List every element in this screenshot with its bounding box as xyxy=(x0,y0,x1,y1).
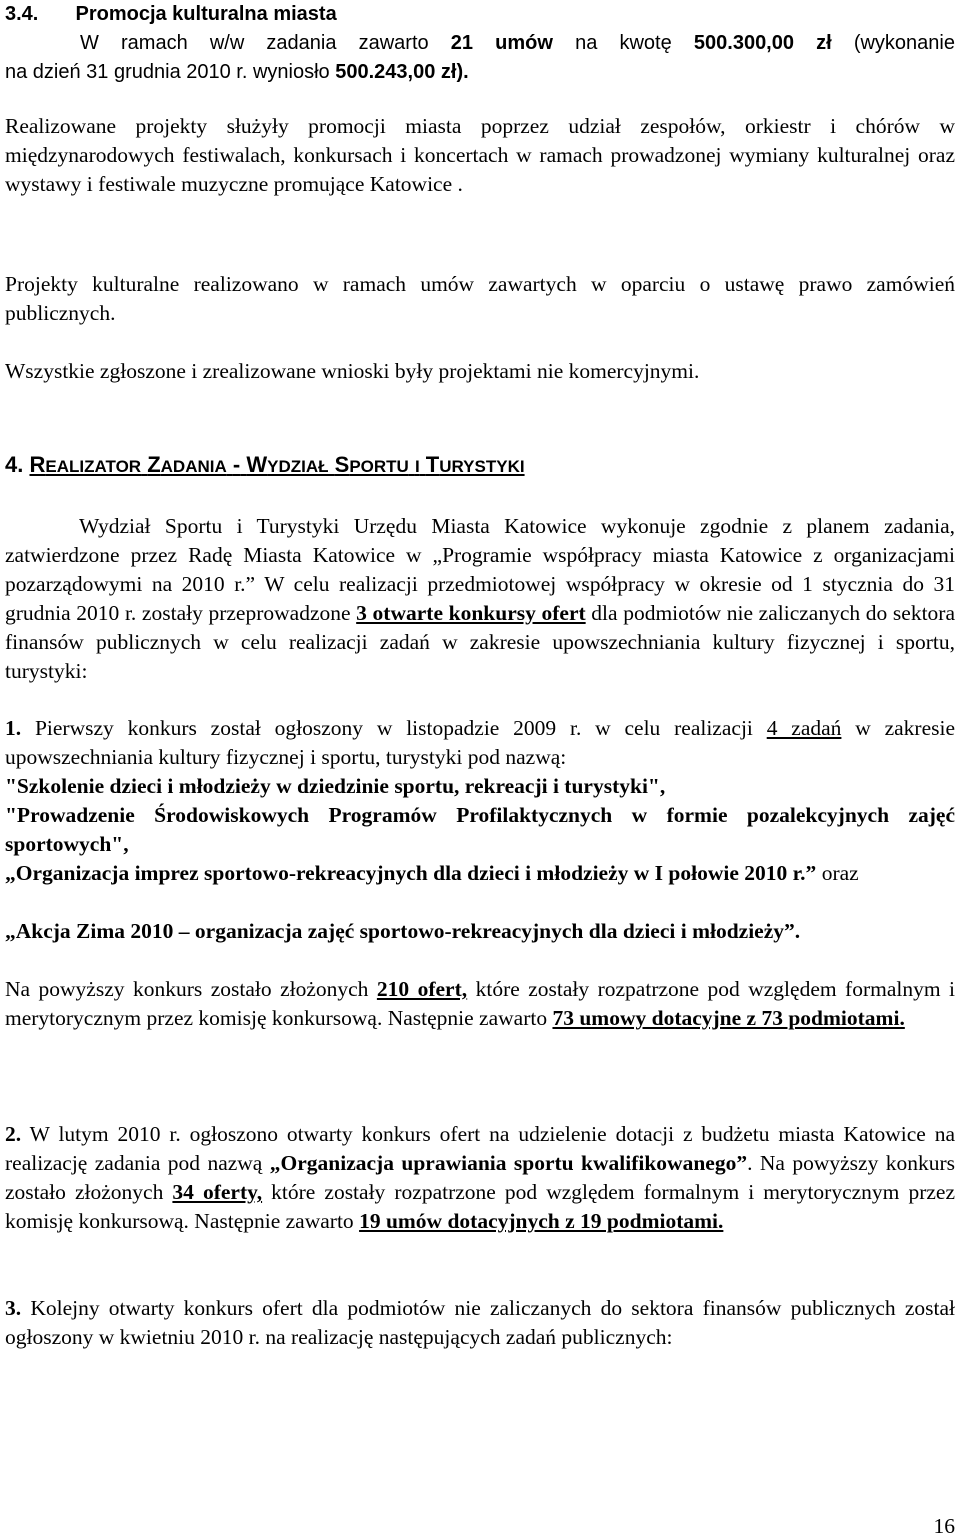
item-number: 3. xyxy=(5,1296,22,1320)
executed-amount: 500.243,00 zł). xyxy=(335,61,469,83)
task-4 xyxy=(5,917,955,946)
text: które zostały rozpatrzone pod względem formalnym i merytorycznym przez komisję konkursową. Następnie zawarto xyxy=(5,1180,956,1233)
item-number: 1. xyxy=(5,716,22,740)
contract-amount: 500.300,00 zł xyxy=(693,32,832,54)
offers-count: 210 ofert, xyxy=(376,977,468,1001)
section4-intro xyxy=(5,512,955,686)
text: które zostały rozpatrzone pod względem formalnym i merytorycznym przez komisję konkursową. Następnie zawarto xyxy=(5,977,956,1030)
item-1-result xyxy=(5,975,955,1033)
task-name: "Prowadzenie Środowiskowych Programów Profilaktycznych w formie pozalekcyjnych zajęć sportowych", xyxy=(5,803,955,856)
tasks-count: 4 zadań xyxy=(766,716,842,740)
agreements-count: 19 umów dotacyjnych z 19 podmiotami. xyxy=(359,1209,724,1233)
text: na kwotę xyxy=(575,32,672,54)
section-number: 3.4. xyxy=(5,3,39,25)
item-1 xyxy=(5,714,955,772)
procurement-paragraph: Projekty kulturalne realizowano w ramach umów zawartych w oparciu o ustawę prawo zamówień publicznych. xyxy=(5,272,955,325)
item-2 xyxy=(5,1120,955,1236)
noncommercial-paragraph: Wszystkie zgłoszone i zrealizowane wnioski były projektami nie komercyjnymi. xyxy=(5,359,700,383)
text: . Na powyższy konkurs zostało złożonych xyxy=(5,1151,956,1204)
task-name: "Szkolenie dzieci i młodzieży w dziedzinie sportu, rekreacji i turystyki", xyxy=(5,774,666,798)
section-heading-3-4 xyxy=(5,0,955,29)
text: (wykonanie xyxy=(853,32,955,54)
title-letter: R xyxy=(29,452,46,477)
text: W ramach w/w zadania zawarto xyxy=(80,32,429,54)
task-1 xyxy=(5,772,955,801)
title-dash: - xyxy=(232,452,241,477)
title-rest: YDZIAŁ xyxy=(267,457,329,476)
section-heading-4 xyxy=(5,450,955,481)
task-3 xyxy=(5,859,955,888)
item-number: 2. xyxy=(5,1122,22,1146)
title-letter: S xyxy=(334,452,350,477)
title-rest: EALIZATOR xyxy=(45,457,142,476)
section-title: Promocja kulturalna miasta xyxy=(75,3,337,25)
title-letter: W xyxy=(246,452,268,477)
text: w zakresie upowszechniania kultury fizycznej i sportu, turystyki pod nazwą: xyxy=(5,716,956,769)
agreements-count: 73 umowy dotacyjne z 73 podmiotami. xyxy=(552,1006,905,1030)
section-number: 4. xyxy=(5,452,24,477)
task-name: „Organizacja uprawiania sportu kwalifikowanego” xyxy=(269,1151,748,1175)
page-number: 16 xyxy=(933,1514,955,1538)
task-2 xyxy=(5,801,955,859)
text: W lutym 2010 r. ogłoszono otwarty konkurs ofert na udzielenie dotacji z budżetu miasta Katowice na realizację zadania pod nazwą xyxy=(5,1122,955,1175)
projects-paragraph: Realizowane projekty służyły promocji miasta poprzez udział zespołów, orkiestr i chórów w międzynarodowych festiwalach, konkursach i koncertach w ramach prowadzonej wymiany kulturalnej oraz wystawy i festiwale muzyczne promujące Katowice . xyxy=(5,114,955,196)
contract-summary xyxy=(80,29,955,58)
title-letter: Z xyxy=(147,452,161,477)
text: Pierwszy konkurs został ogłoszony w listopadzie 2009 r. w celu realizacji xyxy=(34,716,753,740)
contracts-count: 21 umów xyxy=(450,32,553,54)
task-name: „Organizacja imprez sportowo-rekreacyjnych dla dzieci i młodzieży w I połowie 2010 r.” xyxy=(5,861,817,885)
text: dla podmiotów nie zaliczanych do sektora finansów publicznych w celu realizacji zadań w zakresie upowszechniania kultury fizycznej i sportu, turystyki: xyxy=(5,601,955,683)
title-rest: URYSTYKI xyxy=(439,457,525,476)
text: Na powyższy konkurs zostało złożonych xyxy=(5,977,369,1001)
section-title xyxy=(29,452,524,477)
item-3 xyxy=(5,1294,955,1352)
title-letter: T xyxy=(425,452,440,477)
text: Wydział Sportu i Turystyki Urzędu Miasta Katowice wykonuje zgodnie z planem zadania, zatwierdzone przez Radę Miasta Katowice w „Programie współpracy miasta Katowice z organizacjami pozarządowymi na 2010 r.” W celu realizacji przedmiotowej współpracy w okresie od 1 stycznia do 31 grudnia 2010 r. zostały przeprowadzone xyxy=(5,514,955,625)
title-letter: I xyxy=(414,457,420,476)
text: Kolejny otwarty konkurs ofert dla podmiotów nie zaliczanych do sektora finansów publicznych został ogłoszony w kwietniu 2010 r. na realizację następujących zadań publicznych: xyxy=(5,1296,956,1349)
contract-summary-cont xyxy=(5,58,955,87)
text: na dzień 31 grudnia 2010 r. wyniosło xyxy=(5,61,330,83)
title-rest: PORTU xyxy=(349,457,409,476)
text: oraz xyxy=(821,861,859,885)
offers-count: 34 oferty, xyxy=(172,1180,263,1204)
open-contests-count: 3 otwarte konkursy ofert xyxy=(356,601,586,625)
task-name: „Akcja Zima 2010 – organizacja zajęć sportowo-rekreacyjnych dla dzieci i młodzieży”. xyxy=(5,919,801,943)
title-rest: ADANIA xyxy=(160,457,227,476)
